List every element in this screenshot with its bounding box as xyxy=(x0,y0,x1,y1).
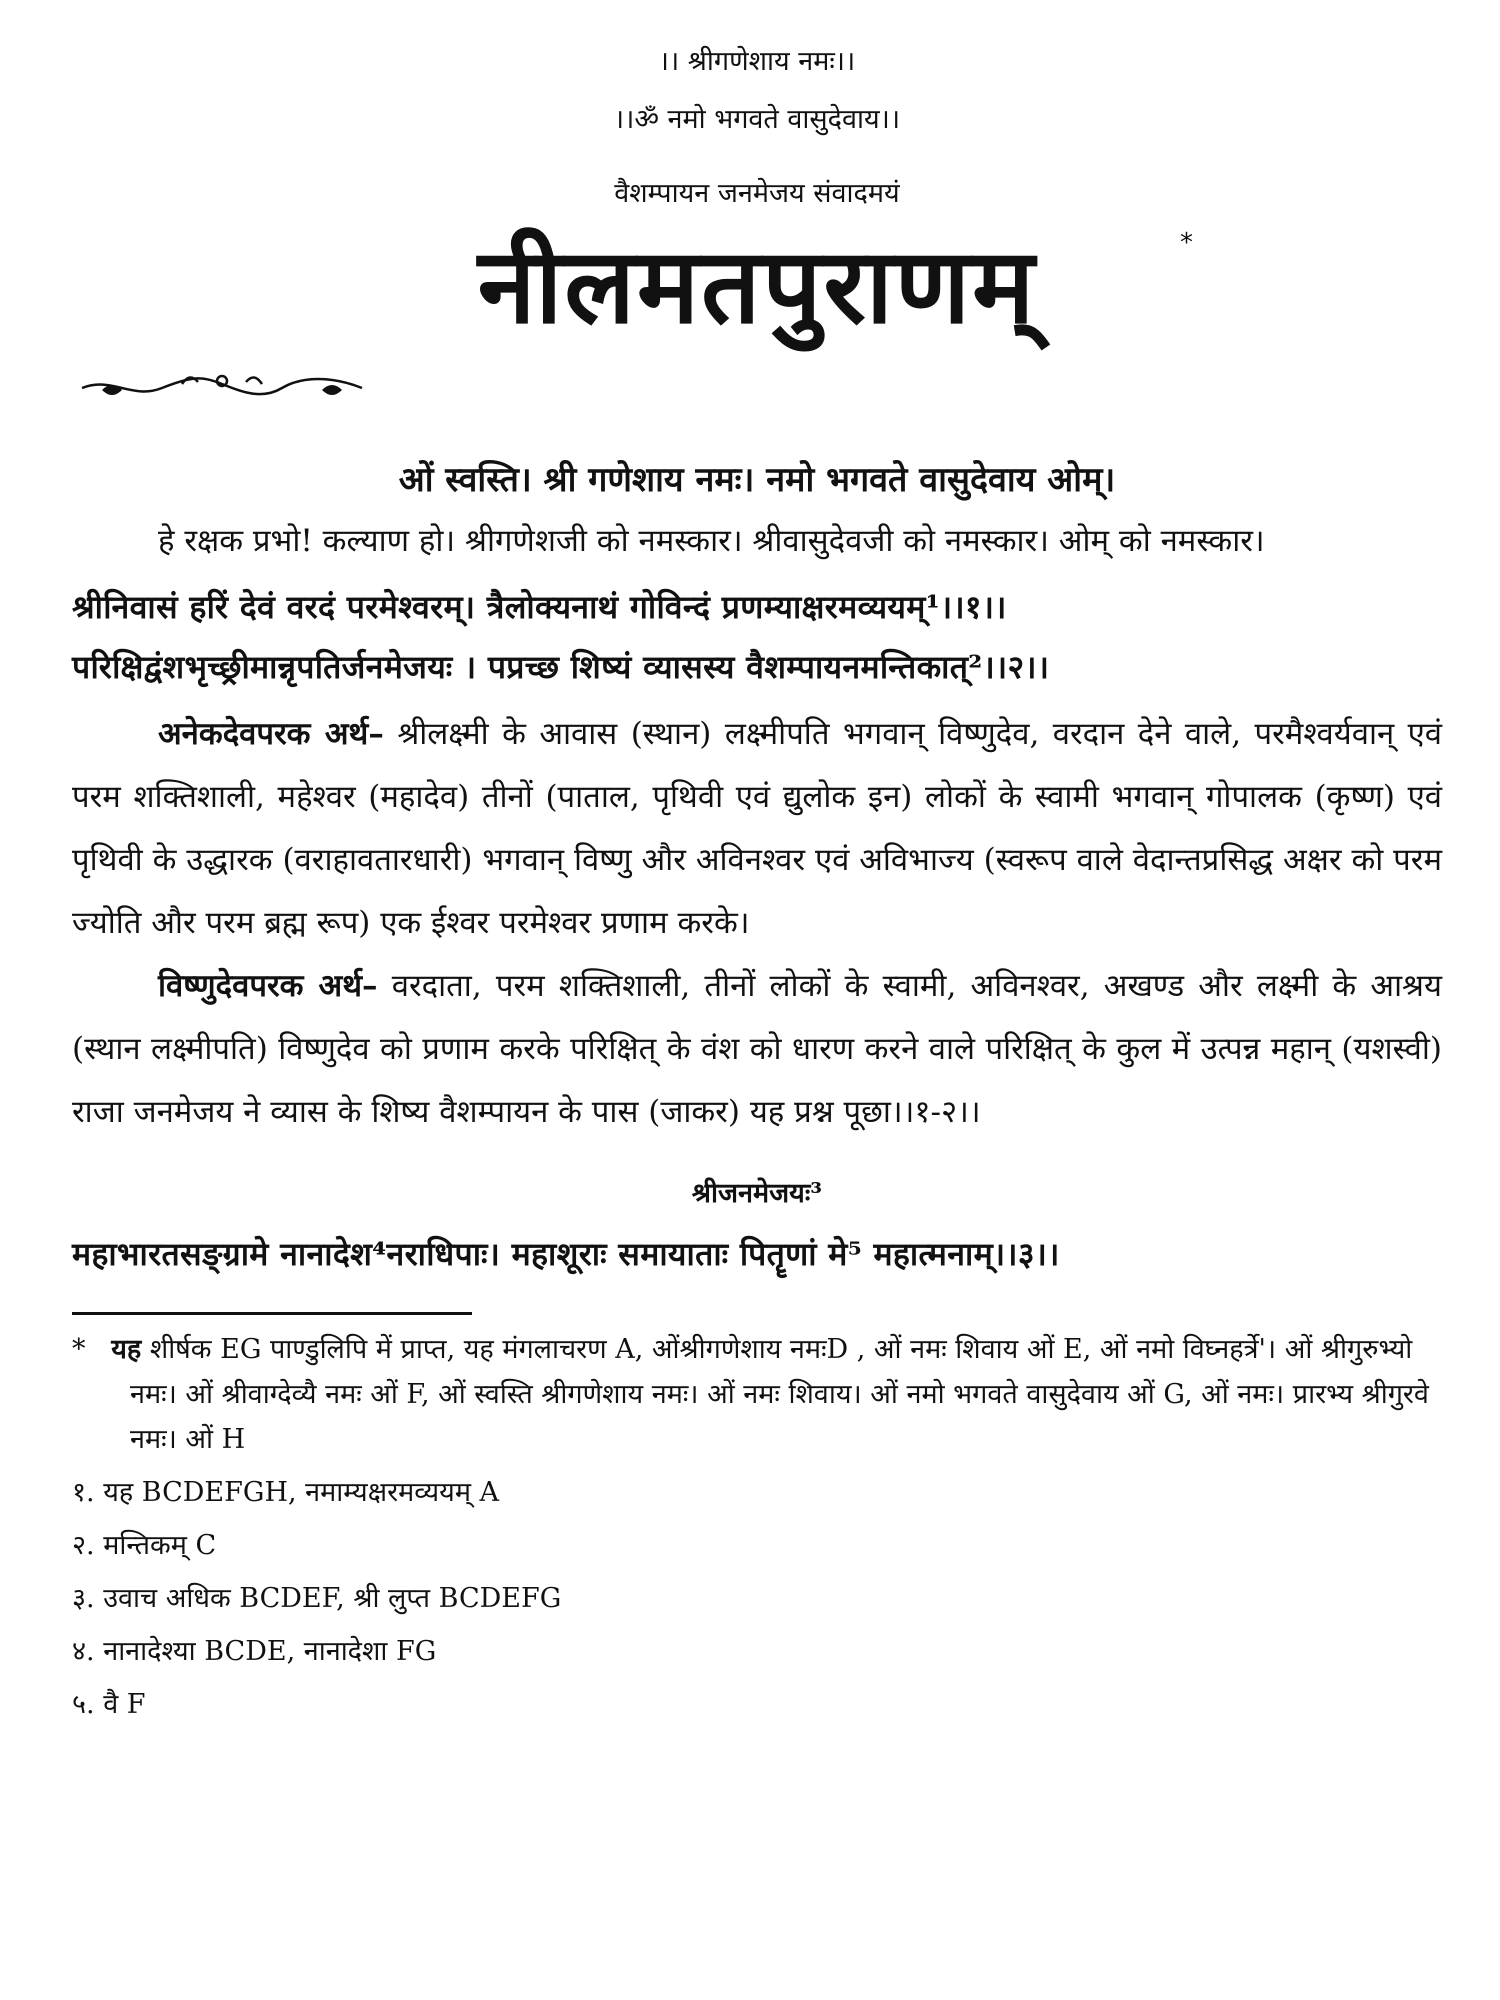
footnote-5: ५. वै F xyxy=(72,1689,146,1720)
verse-1: श्रीनिवासं हरिं देवं वरदं परमेश्वरम्। त्रैलोक्यनाथं गोविन्दं प्रणम्याक्षरमव्ययम्¹।।१।। xyxy=(72,588,1007,626)
footnote-divider xyxy=(72,1312,472,1315)
translation-paragraph: हे रक्षक प्रभो! कल्याण हो। श्रीगणेशजी को नमस्कार। श्रीवासुदेवजी को नमस्कार। ओम् को नमस्कार। xyxy=(158,523,1265,559)
footnote-4: ४. नानादेश्या BCDE, नानादेशा FG xyxy=(72,1636,437,1667)
footnote-star-lead: यह xyxy=(111,1334,142,1365)
footnote-star-marker: * xyxy=(72,1334,86,1365)
meaning-term-1: अनेकदेवपरक अर्थ– xyxy=(158,716,384,752)
page-title: नीलमतपुराणम् xyxy=(477,225,1037,347)
ornament-divider-icon xyxy=(72,366,372,406)
blessing-line: ओं स्वस्ति। श्री गणेशाय नमः। नमो भगवते वासुदेवाय ओम्। xyxy=(398,460,1116,500)
invocation-ganesha: ।। श्रीगणेशाय नमः।। xyxy=(658,46,856,77)
meaning-paragraph-1 xyxy=(72,703,1442,955)
book-page xyxy=(72,30,1442,1980)
title-block xyxy=(72,220,1442,352)
meaning-text-1: श्रीलक्ष्मी के आवास (स्थान) लक्ष्मीपति भगवान् विष्णुदेव, वरदान देने वाले, परमैश्वर्यवान् एवं परम शक्तिशाली, महेश्वर (महादेव) तीनों (पाताल, पृथिवी एवं द्युलोक इन) लोकों के स्वामी भगवान् गोपालक (कृष्ण) एवं पृथिवी के उद्धारक (वराहावतारधारी) भगवान् विष्णु और अविनश्वर एवं अविभाज्य (स्वरूप वाले वेदान्तप्रसिद्ध अक्षर को परम ज्योति और परम ब्रह्म रूप) एक ईश्वर परमेश्वर प्रणाम करके। xyxy=(72,716,1443,941)
subtitle: वैशम्पायन जनमेजय संवादमयं xyxy=(614,178,900,209)
verse-2: परिक्षिद्वंशभृच्छ्रीमान्नृपतिर्जनमेजयः । पप्रच्छ शिष्यं व्यासस्य वैशम्पायनमन्तिकात्²।।२।। xyxy=(72,648,1050,686)
footnote-3: ३. उवाच अधिक BCDEF, श्री लुप्त BCDEFG xyxy=(72,1583,562,1614)
footnote-1: १. यह BCDEFGH, नमाम्यक्षरमव्ययम् A xyxy=(72,1477,500,1508)
meaning-paragraph-2 xyxy=(72,955,1442,1144)
meaning-term-2: विष्णुदेवपरक अर्थ– xyxy=(158,968,378,1004)
footnote-star-text: शीर्षक EG पाण्डुलिपि में प्राप्त, यह मंगलाचरण A, ओंश्रीगणेशाय नमःD , ओं नमः शिवाय ओं E, ओं नमो विघ्नहर्त्रे'। ओं श्रीगुरुभ्यो नमः। ओं श्रीवाग्देव्यै नमः ओं F, ओं स्वस्ति श्रीगणेशाय नमः। ओं नमः शिवाय। ओं नमो भगवते वासुदेवाय ओं G, ओं नमः। प्रारभ्य श्रीगुरवे नमः। ओं H xyxy=(130,1334,1429,1455)
footnote-2: २. मन्तिकम् C xyxy=(72,1530,217,1561)
invocation-vasudeva: ।।ॐ नमो भगवते वासुदेवाय।। xyxy=(613,104,901,135)
meaning-text-2: वरदाता, परम शक्तिशाली, तीनों लोकों के स्वामी, अविनश्वर, अखण्ड और लक्ष्मी के आश्रय (स्थान लक्ष्मीपति) विष्णुदेव को प्रणाम करके परिक्षित् के वंश को धारण करने वाले परिक्षित् के कुल में उत्पन्न महान् (यशस्वी) राजा जनमेजय ने व्यास के शिष्य वैशम्पायन के पास (जाकर) यह प्रश्न पूछा।।१-२।। xyxy=(72,968,1442,1130)
title-footnote-marker: * xyxy=(1180,228,1193,258)
verse-3: महाभारतसङ्ग्रामे नानादेश⁴नराधिपाः। महाशूराः समायाताः पितॄणां मे⁵ महात्मनाम्।।३।। xyxy=(72,1235,1060,1273)
footnote-asterisk xyxy=(72,1327,1442,1462)
speaker-heading: श्रीजनमेजयः³ xyxy=(691,1178,823,1209)
